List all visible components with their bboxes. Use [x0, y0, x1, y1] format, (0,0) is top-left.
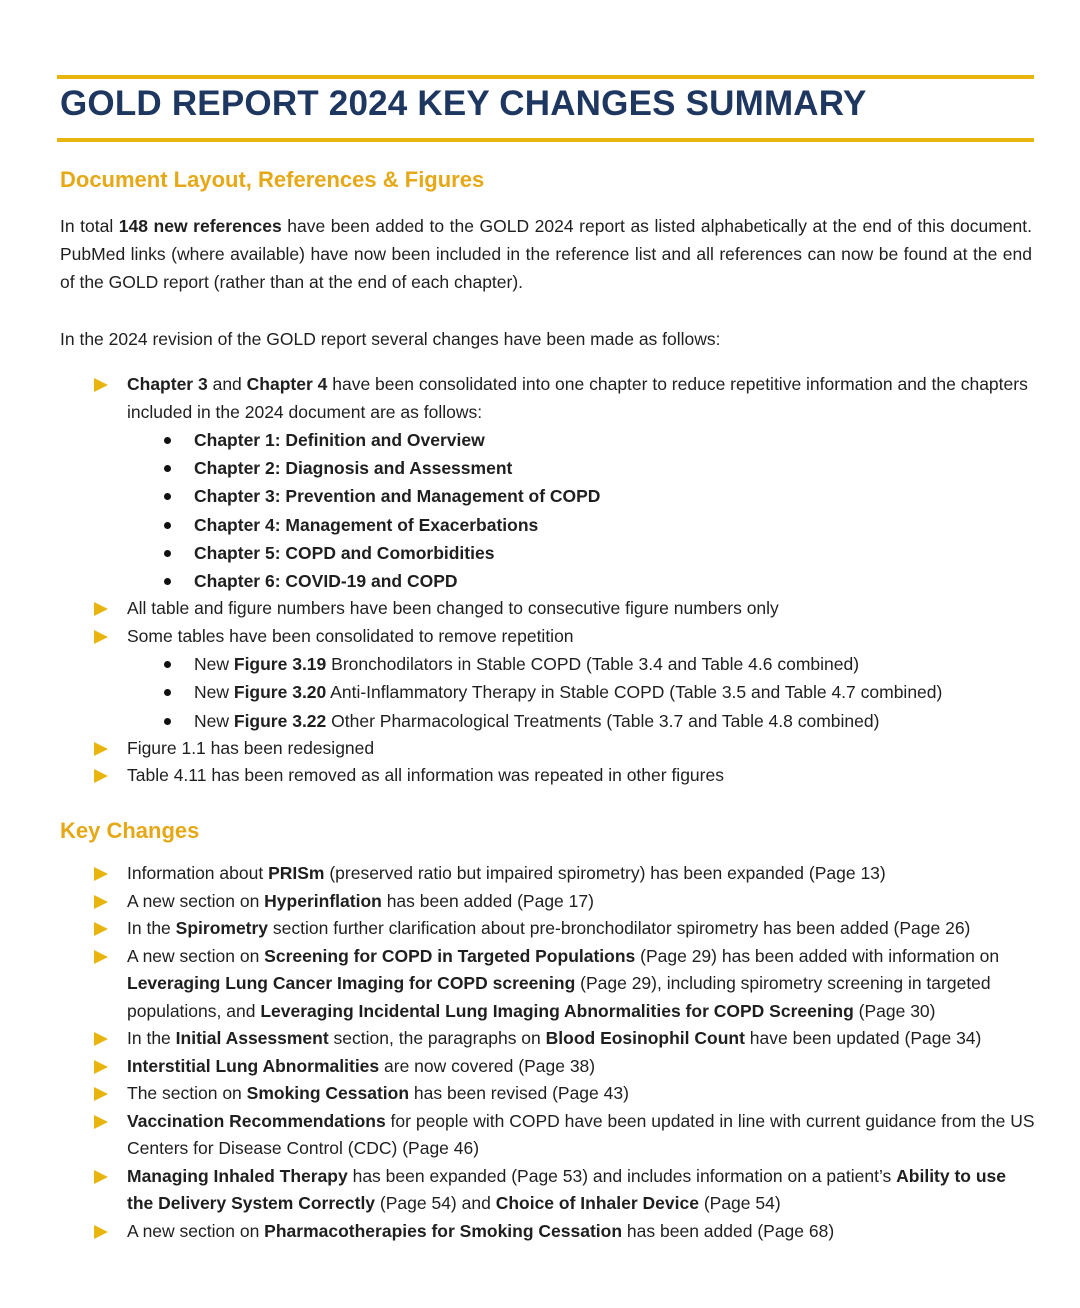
text: New	[194, 654, 234, 675]
text: A new section on	[127, 945, 265, 966]
bold-text: Leveraging Incidental Lung Imaging Abnormalities for COPD Screening	[260, 1000, 854, 1021]
arrow-bullet-icon	[94, 1170, 108, 1184]
list-item	[60, 735, 1035, 763]
list-item	[60, 1025, 1035, 1053]
arrow-bullet-icon	[94, 602, 108, 616]
text: New	[194, 682, 234, 703]
text: (Page 29), including spirometry screening in targeted populations, and	[127, 973, 991, 1021]
text: section further clarification about pre-bronchodilator spirometry has been added (Page 26)	[268, 918, 971, 938]
figure-item	[127, 650, 1035, 678]
list-item	[60, 1163, 1035, 1218]
bold-text: Chapter 4	[246, 374, 328, 394]
arrow-bullet-icon	[94, 950, 108, 964]
arrow-bullet-icon	[94, 867, 108, 881]
bold-text: Smoking Cessation	[246, 1083, 410, 1103]
text: have been added to the GOLD 2024 report as listed alphabetically at the end of this document. PubMed links (where available) have now been included in the reference list and all references can now be found at the end of the GOLD report (rather than at the end of each chapter).	[60, 216, 1032, 292]
text: has been added (Page 68)	[622, 1220, 835, 1241]
bold-text: Figure 3.19	[233, 654, 327, 675]
dot-bullet-icon	[164, 661, 171, 668]
chapter-title: Chapter 2: Diagnosis and Assessment	[194, 458, 513, 479]
list-item	[60, 623, 1035, 735]
bold-text: Chapter 3	[127, 374, 208, 394]
bold-text: Blood Eosinophil Count	[545, 1028, 745, 1048]
chapter-item	[127, 482, 1035, 510]
text: (preserved ratio but impaired spirometry) has been expanded (Page 13)	[324, 863, 886, 883]
bold-text: Leveraging Lung Cancer Imaging for COPD screening	[127, 973, 576, 993]
bold-text: Figure 3.20	[233, 682, 327, 703]
list-item	[60, 888, 1035, 916]
text: Figure 1.1 has been redesigned	[127, 737, 375, 758]
figure-item	[127, 678, 1035, 706]
arrow-bullet-icon	[94, 769, 108, 783]
text: In the	[127, 918, 176, 938]
text: A new section on	[127, 1220, 265, 1241]
arrow-bullet-icon	[94, 742, 108, 756]
arrow-bullet-icon	[94, 1060, 108, 1074]
text: Information about	[127, 863, 269, 883]
list-item	[60, 860, 1035, 888]
chapter-title: Chapter 5: COPD and Comorbidities	[194, 542, 495, 563]
lead-paragraph: In the 2024 revision of the GOLD report several changes have been made as follows:	[60, 329, 721, 349]
bold-text: Screening for COPD in Targeted Populations	[264, 945, 636, 966]
arrow-bullet-icon	[94, 378, 108, 392]
text: Bronchodilators in Stable COPD (Table 3.4 and Table 4.6 combined)	[326, 654, 860, 675]
dot-bullet-icon	[164, 465, 171, 472]
text: A new section on	[127, 890, 265, 911]
text: Other Pharmacological Treatments (Table 3.7 and Table 4.8 combined)	[326, 710, 880, 731]
text: are now covered (Page 38)	[379, 1055, 596, 1076]
bold-text: Figure 3.22	[233, 710, 327, 731]
text: has been expanded (Page 53) and includes information on a patient’s	[347, 1165, 897, 1186]
arrow-bullet-icon	[94, 1225, 108, 1239]
title-rule	[57, 138, 1034, 142]
list-item	[60, 1080, 1035, 1108]
chapter-item	[127, 454, 1035, 482]
text: section, the paragraphs on	[328, 1028, 546, 1048]
bold-text: Hyperinflation	[264, 890, 382, 911]
arrow-bullet-icon	[94, 1087, 108, 1101]
bold-text: Managing Inhaled Therapy	[127, 1165, 348, 1186]
bold-text: Choice of Inhaler Device	[495, 1193, 699, 1213]
dot-bullet-icon	[164, 493, 171, 500]
arrow-bullet-icon	[94, 630, 108, 644]
chapter-item	[127, 539, 1035, 567]
text: (Page 54) and	[375, 1193, 496, 1213]
text: and	[207, 374, 247, 394]
text: have been consolidated into one chapter to reduce repetitive information and the chapters included in the 2024 document are as follows:	[127, 374, 1028, 422]
key-changes-list	[60, 860, 1035, 1245]
figure-item	[127, 707, 1035, 735]
chapter-title: Chapter 4: Management of Exacerbations	[194, 514, 539, 535]
text: has been added (Page 17)	[381, 890, 594, 911]
figure-list	[127, 650, 1035, 735]
dot-bullet-icon	[164, 578, 171, 585]
list-item	[60, 1108, 1035, 1163]
dot-bullet-icon	[164, 522, 171, 529]
intro-paragraph	[60, 212, 1032, 296]
list-item	[60, 1053, 1035, 1081]
chapter-list	[127, 426, 1035, 595]
text: All table and figure numbers have been changed to consecutive figure numbers only	[127, 598, 779, 619]
section-heading-layout: Document Layout, References & Figures	[60, 167, 485, 192]
bold-text: Spirometry	[175, 918, 269, 938]
chapter-item	[127, 567, 1035, 595]
text: Some tables have been consolidated to remove repetition	[127, 625, 574, 646]
text: Table 4.11 has been removed as all information was repeated in other figures	[127, 765, 724, 786]
text: Anti-Inflammatory Therapy in Stable COPD (Table 3.5 and Table 4.7 combined)	[326, 682, 943, 703]
chapter-item	[127, 511, 1035, 539]
text: has been revised (Page 43)	[409, 1083, 629, 1103]
section-heading-key-changes: Key Changes	[60, 818, 200, 843]
dot-bullet-icon	[164, 689, 171, 696]
chapter-title: Chapter 3: Prevention and Management of COPD	[194, 486, 601, 507]
arrow-bullet-icon	[94, 1032, 108, 1046]
bold-text: Vaccination Recommendations	[127, 1110, 386, 1131]
text: In the	[127, 1028, 176, 1048]
bold-text: 148 new references	[118, 216, 282, 236]
text: for people with COPD have been updated in line with current guidance from the US Centers for Disease Control (CDC) (Page 46)	[127, 1110, 1035, 1158]
text: (Page 29) has been added with information on	[635, 945, 1000, 966]
dot-bullet-icon	[164, 550, 171, 557]
bold-text: Initial Assessment	[175, 1028, 329, 1048]
arrow-bullet-icon	[94, 895, 108, 909]
dot-bullet-icon	[164, 437, 171, 444]
list-item	[60, 762, 1035, 790]
list-item	[60, 915, 1035, 943]
bold-text: PRISm	[268, 863, 325, 883]
text: have been updated (Page 34)	[744, 1028, 982, 1048]
text: In total	[60, 216, 119, 236]
arrow-bullet-icon	[94, 1115, 108, 1129]
bold-text: Ability to use the Delivery System Correctly	[127, 1165, 1007, 1213]
layout-changes-list	[60, 371, 1035, 790]
arrow-bullet-icon	[94, 922, 108, 936]
list-item	[60, 1218, 1035, 1246]
chapter-title: Chapter 6: COVID-19 and COPD	[194, 571, 458, 592]
chapter-item	[127, 426, 1035, 454]
text: (Page 30)	[853, 1000, 936, 1021]
bold-text: Pharmacotherapies for Smoking Cessation	[264, 1220, 623, 1241]
text: (Page 54)	[698, 1193, 781, 1213]
page-title: GOLD REPORT 2024 KEY CHANGES SUMMARY	[60, 84, 867, 123]
dot-bullet-icon	[164, 718, 171, 725]
list-item	[60, 943, 1035, 1026]
top-rule	[57, 75, 1034, 79]
text: New	[194, 710, 234, 731]
chapter-title: Chapter 1: Definition and Overview	[194, 430, 485, 450]
text: The section on	[127, 1083, 247, 1103]
list-item	[60, 595, 1035, 623]
bold-text: Interstitial Lung Abnormalities	[127, 1055, 380, 1076]
list-item	[60, 371, 1035, 595]
